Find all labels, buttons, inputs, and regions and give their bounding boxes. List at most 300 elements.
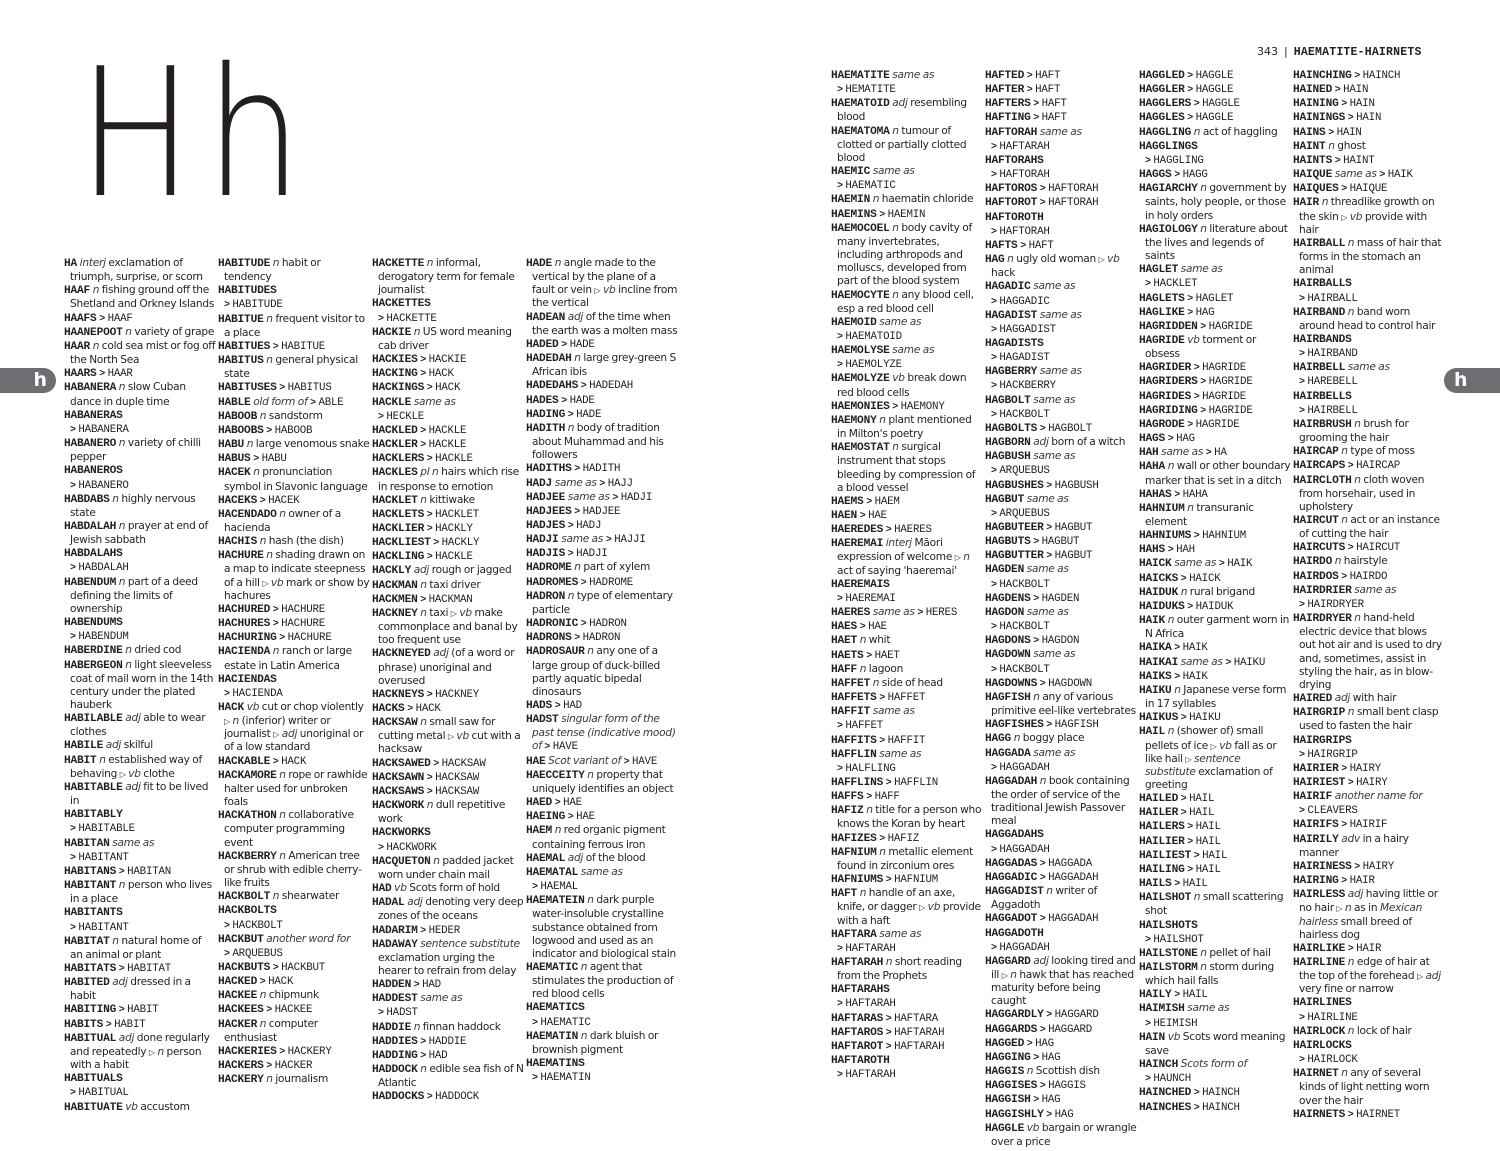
cross-reference-arrow-icon: > (885, 1013, 892, 1025)
headword: HAGGADA (985, 747, 1031, 760)
dictionary-entry (985, 97, 1137, 111)
dictionary-entry (1293, 818, 1445, 832)
headword: HACKETTES (372, 298, 431, 311)
dictionary-entry (218, 603, 370, 617)
dictionary-entry (1139, 586, 1291, 600)
dictionary-entry (372, 452, 524, 466)
part-of-speech-label: adj (1347, 888, 1364, 901)
headword: HAIRBELL (1293, 362, 1346, 375)
dictionary-entry (64, 976, 216, 1003)
headword: HACKLY (372, 565, 412, 578)
cross-reference: HACKWORK (386, 841, 437, 854)
dictionary-entry (372, 882, 524, 896)
headword: HACKBOLTS (218, 905, 277, 918)
headword: HABITS (64, 1018, 104, 1031)
triangle-arrow-icon: ▷ (919, 903, 926, 913)
headword: HABITUE (218, 313, 264, 326)
cross-reference: HACKEE (274, 1004, 313, 1017)
cross-reference: HAFT (1041, 112, 1067, 125)
part-of-speech-label: n (266, 354, 273, 367)
part-of-speech-label: n (420, 493, 427, 506)
cross-reference-arrow-icon: > (426, 454, 433, 466)
cross-reference-arrow-icon: > (1299, 749, 1305, 761)
headword: HAEMOLYSE (831, 345, 890, 358)
cross-reference-arrow-icon: > (1145, 934, 1151, 946)
headword: HAHA (1139, 461, 1166, 474)
headword: HABANERAS (64, 409, 123, 422)
headword: HACKS (372, 703, 405, 715)
headword: HAGGLED (1139, 70, 1185, 82)
dictionary-entry (64, 739, 216, 753)
headword: HAIRLESS (1293, 889, 1346, 902)
dictionary-entry (372, 536, 524, 550)
dictionary-entry (985, 912, 1137, 926)
cross-reference-arrow-icon: > (580, 577, 587, 589)
definition-text: (shower of) small pellets of ice (1145, 725, 1264, 752)
cross-reference: HACKNEY (435, 688, 480, 701)
headword: HAGRODE (1139, 418, 1185, 431)
cross-reference-arrow-icon: > (378, 1008, 384, 1020)
cross-reference-arrow-icon: > (1193, 1088, 1200, 1100)
headword: HAIL (1139, 726, 1166, 739)
headword: HAEREMAIS (831, 578, 890, 591)
cross-reference-arrow-icon: > (567, 520, 574, 532)
dictionary-entry (1293, 237, 1445, 277)
definition-text: hash (the dish) (266, 535, 344, 548)
cross-reference: HAIK (1182, 670, 1208, 683)
headword: HACKETTE (372, 258, 425, 270)
cross-reference-arrow-icon: > (1180, 808, 1187, 820)
dictionary-entry (831, 578, 983, 606)
cross-reference-arrow-icon: > (1180, 794, 1187, 806)
headword: HAGRIDER (1139, 362, 1192, 375)
headword: HAGFISHES (985, 719, 1044, 732)
dictionary-entry (1139, 460, 1291, 487)
dictionary-entry (64, 616, 216, 644)
part-of-speech-label: n (259, 989, 267, 1002)
cross-reference: HABITUE (281, 340, 326, 353)
cross-reference-arrow-icon: > (599, 478, 606, 490)
dictionary-entry (1293, 776, 1445, 790)
dictionary-entry (985, 69, 1137, 83)
headword: HAGRIDERS (1139, 376, 1198, 389)
dictionary-entry (985, 154, 1137, 182)
cross-reference: HADE (576, 408, 602, 421)
definition-text: hairstyle (1341, 555, 1388, 568)
headword: HADING (526, 408, 566, 421)
headword: HABITAT (64, 935, 110, 948)
cross-reference-arrow-icon: > (837, 85, 843, 97)
dictionary-entry (372, 938, 524, 978)
dictionary-entry (372, 494, 524, 508)
headword: HAEN (831, 510, 858, 522)
dictionary-entry (1139, 361, 1291, 375)
part-of-speech-label: vb (1026, 1121, 1040, 1134)
headword: HACKLES (372, 467, 418, 480)
cross-reference-arrow-icon: > (991, 622, 997, 634)
headword: HABITUSES (218, 382, 277, 395)
headword: HACHURING (218, 632, 277, 645)
part-of-speech-label: n (1167, 460, 1175, 473)
cross-reference-arrow-icon: > (1033, 113, 1039, 125)
cross-reference: HAFT (1035, 70, 1061, 82)
dictionary-entry (1139, 446, 1291, 460)
dictionary-entry (64, 1003, 216, 1017)
cross-reference-arrow-icon: > (866, 496, 872, 508)
dictionary-entry (985, 732, 1137, 746)
part-of-speech-label: adj (1033, 436, 1049, 449)
headword: HABOOB (218, 410, 258, 423)
part-of-speech-label: n (266, 312, 273, 325)
cross-reference-arrow-icon: > (70, 563, 76, 575)
part-of-speech-label: n (279, 809, 286, 822)
cross-reference-arrow-icon: > (1341, 571, 1347, 583)
cross-reference-arrow-icon: > (266, 1005, 272, 1017)
headword: HACKATHON (218, 810, 277, 823)
definition-text: exclamation of triumph, surprise, or scorn (70, 257, 203, 284)
cross-reference: HACKBOLT (999, 663, 1050, 676)
dictionary-entry (1139, 418, 1291, 432)
cross-reference-arrow-icon: > (420, 594, 426, 606)
dictionary-entry (64, 257, 216, 284)
part-of-speech-label: adj (1033, 954, 1049, 967)
headword: HADDEN (372, 979, 412, 992)
headword: HABUS (218, 453, 251, 466)
part-of-speech-label: n (1167, 614, 1175, 627)
part-of-speech-label: adj (1425, 970, 1441, 983)
headword: HAGDENS (985, 592, 1031, 605)
dictionary-entry (372, 508, 524, 522)
dictionary-entry (1293, 126, 1445, 140)
dictionary-entry (985, 450, 1137, 478)
headword: HAGGING (985, 1051, 1031, 1064)
dictionary-entry (1293, 140, 1445, 154)
part-of-speech-label: n (420, 1063, 427, 1076)
dictionary-entry (985, 83, 1137, 97)
part-of-speech-label: same as (554, 476, 597, 489)
definition-text: any blood cell, esp a red blood cell (837, 288, 974, 315)
cross-reference-arrow-icon: > (991, 409, 997, 421)
cross-reference-arrow-icon: > (1193, 531, 1200, 543)
cross-reference: HAIRCUT (1356, 542, 1401, 555)
cross-reference: HAGGLE (1195, 112, 1234, 125)
cross-reference: HAGFISH (1054, 719, 1099, 732)
part-of-speech-label: n (1347, 236, 1355, 249)
cross-reference-arrow-icon: > (1039, 423, 1046, 435)
definition-text: lagoon (866, 662, 904, 675)
cross-reference-arrow-icon: > (561, 395, 567, 407)
cross-reference-arrow-icon: > (1033, 1052, 1039, 1064)
definition-text: large venomous snake (253, 438, 370, 451)
cross-reference: HAEREMAI (845, 592, 896, 605)
dictionary-entry (218, 890, 370, 904)
part-of-speech-label: n (272, 257, 280, 269)
dictionary-entry (64, 644, 216, 658)
dictionary-entry (1293, 996, 1445, 1024)
headword: HACKBUT (218, 933, 264, 946)
headword: HAIRGRIP (1293, 707, 1346, 720)
dictionary-entry (526, 462, 678, 476)
definition-text: small saw for cutting metal (378, 716, 496, 743)
headword: HACHIS (218, 536, 258, 549)
cross-reference-arrow-icon: > (991, 762, 997, 774)
headword: HAGDON (985, 606, 1025, 619)
dictionary-entry (985, 521, 1137, 535)
headword: HAEMOID (831, 316, 877, 329)
headword: HAILSHOTS (1139, 919, 1198, 932)
part-of-speech-label: n (1347, 956, 1355, 968)
dictionary-entry (831, 804, 983, 831)
headword: HAIQUE (1293, 169, 1333, 182)
cross-reference: HACKLY (435, 522, 473, 535)
part-of-speech-label: n (112, 934, 119, 947)
part-of-speech-label: n (866, 804, 873, 817)
headword: HAIRDRIER (1293, 584, 1352, 597)
cross-reference: HAE (563, 797, 582, 810)
dictionary-entry (218, 617, 370, 631)
definition-text: shading drawn on a map to indicate steepness of a hill (224, 549, 366, 589)
part-of-speech-label: adj (125, 712, 141, 725)
headword: HADAL (372, 897, 405, 910)
part-of-speech-label: same as (1180, 655, 1223, 668)
dictionary-entry (985, 309, 1137, 337)
dictionary-entry (218, 257, 370, 284)
part-of-speech-label: vb (125, 1100, 138, 1113)
definition-text: mass of hair that forms in the stomach an animal (1299, 236, 1442, 277)
headword: HAFIZES (831, 832, 877, 845)
cross-reference-arrow-icon: > (118, 1005, 125, 1017)
dictionary-entry (985, 592, 1137, 606)
dictionary-entry (526, 561, 678, 575)
headword: HAILSTORM (1139, 962, 1198, 974)
cross-reference: HAILSHOT (1153, 933, 1204, 946)
cross-reference-arrow-icon: > (1341, 99, 1347, 111)
cross-reference-arrow-icon: > (1200, 321, 1207, 333)
cross-reference-arrow-icon: > (1167, 434, 1174, 446)
part-of-speech-label: n (259, 409, 267, 422)
cross-reference: HAG (1195, 306, 1215, 319)
cross-reference-arrow-icon: > (1167, 545, 1174, 557)
dictionary-entry (526, 477, 678, 491)
headword: HAININGS (1293, 112, 1346, 125)
headword: HAGADISTS (985, 337, 1044, 350)
part-of-speech-label: n (1354, 417, 1361, 430)
headword: HAILSHOT (1139, 892, 1192, 905)
part-of-speech-label: n (1321, 196, 1329, 209)
part-of-speech-label: n (420, 578, 427, 591)
headword: HAINCHED (1139, 1087, 1192, 1100)
headword: HAE (526, 755, 546, 768)
definition-text: rough or jagged (429, 564, 512, 577)
headword: HADJEES (526, 505, 572, 518)
part-of-speech-label: same as (580, 865, 623, 878)
cross-reference: HABITUDE (232, 299, 283, 312)
dictionary-entry (526, 590, 678, 617)
dictionary-entry (985, 1037, 1137, 1051)
cross-reference: HAEMATOID (845, 330, 902, 343)
dictionary-entry (372, 771, 524, 785)
cross-reference: HAD (563, 700, 582, 712)
part-of-speech-label: n (859, 887, 867, 900)
cross-reference-arrow-icon: > (567, 549, 574, 561)
headword: HABANERA (64, 382, 117, 395)
part-of-speech-label: n (118, 575, 126, 588)
headword: HACKBOLT (218, 891, 271, 904)
cross-reference: HACKSAW (435, 771, 480, 784)
cross-reference: HAINCH (1362, 70, 1401, 82)
headword: HAGGADOT (985, 913, 1038, 926)
part-of-speech-label: Scots form of (1180, 1058, 1248, 1071)
dictionary-entry (1139, 641, 1291, 655)
cross-reference-arrow-icon: > (1187, 836, 1193, 848)
dictionary-column (218, 257, 370, 1087)
headword: HAFTER (985, 84, 1025, 97)
cross-reference: HAEMONY (900, 400, 945, 413)
headword: HAFTARAH (831, 957, 884, 969)
cross-reference-arrow-icon: > (426, 1092, 433, 1104)
cross-reference-arrow-icon: > (574, 464, 580, 476)
headword: HAGBORN (985, 437, 1031, 450)
definition-text: outer garment worn in N Africa (1145, 614, 1290, 641)
cross-reference-arrow-icon: > (885, 1027, 892, 1039)
part-of-speech-label: same as (1033, 648, 1076, 661)
dictionary-entry (1293, 69, 1445, 83)
part-of-speech-label: n (426, 257, 434, 269)
cross-reference-arrow-icon: > (1187, 601, 1193, 613)
cross-reference: HAGGADAH (999, 843, 1050, 856)
cross-reference-arrow-icon: > (1145, 1074, 1151, 1086)
cross-reference-arrow-icon: > (837, 360, 843, 372)
part-of-speech-label: n (279, 768, 286, 781)
headword: HAHS (1139, 544, 1166, 557)
definition-text: habit or tendency (224, 257, 321, 284)
definition-text: slow Cuban dance in duple time (70, 381, 186, 408)
part-of-speech-label: n (1010, 969, 1017, 981)
cross-reference: HAINCH (1202, 1101, 1240, 1114)
headword: HAILSTONE (1139, 947, 1198, 960)
headword: HAICK (1139, 558, 1172, 571)
part-of-speech-label: adv (1341, 832, 1360, 845)
dictionary-entry (831, 1012, 983, 1026)
dictionary-entry (372, 438, 524, 452)
headword: HACKLE (372, 396, 412, 409)
cross-reference-arrow-icon: > (1174, 879, 1180, 891)
dictionary-entry (218, 452, 370, 466)
cross-reference-arrow-icon: > (1225, 657, 1232, 669)
part-of-speech-label: n (272, 890, 280, 903)
headword: HABERDINE (64, 645, 123, 658)
dictionary-entry (526, 1030, 678, 1057)
part-of-speech-label: n (892, 124, 899, 137)
cross-reference-arrow-icon: > (837, 999, 843, 1011)
part-of-speech-label: n (413, 1020, 421, 1033)
cross-reference: HAEMOLYZE (845, 359, 902, 372)
part-of-speech-label: n (1347, 706, 1355, 719)
part-of-speech-label: n (1046, 885, 1053, 898)
cross-reference: HAIKU (1233, 656, 1266, 669)
dictionary-entry (526, 645, 678, 699)
headword: HAFTOROT (985, 197, 1038, 210)
cross-reference: HAIN (1336, 126, 1362, 139)
headword: HAGBERRY (985, 366, 1038, 379)
cross-reference: HAFNIUM (894, 874, 939, 887)
part-of-speech-label: vb (927, 901, 941, 914)
cross-reference-arrow-icon: > (1193, 99, 1200, 111)
section-letter-heading: Hh (78, 30, 315, 237)
headword: HADDIE (372, 1021, 412, 1034)
part-of-speech-label: n (859, 634, 867, 647)
dictionary-entry (1139, 557, 1291, 571)
part-of-speech-label: same as (1174, 557, 1217, 570)
cross-reference: HAFTARA (894, 1012, 939, 1025)
definition-text: sandstorm (266, 409, 323, 422)
dictionary-entry (831, 832, 983, 846)
headword: HAEMOCOEL (831, 222, 890, 235)
part-of-speech-label: vb (456, 730, 469, 743)
dictionary-entry (1139, 334, 1291, 361)
dictionary-entry (1293, 555, 1445, 569)
cross-reference-arrow-icon: > (1187, 113, 1193, 125)
triangle-arrow-icon: ▷ (1336, 904, 1343, 914)
dictionary-entry (831, 523, 983, 537)
cross-reference-arrow-icon: > (991, 844, 997, 856)
dictionary-entry (1139, 404, 1291, 418)
dictionary-entry (1293, 1108, 1445, 1122)
cross-reference: HAGLET (1195, 292, 1234, 305)
dictionary-entry (1293, 459, 1445, 473)
dictionary-entry (1139, 792, 1291, 806)
headword: HAIK (1139, 615, 1166, 628)
definition-text: body cavity of many invertebrates, including arthropods and molluscs, developed from part of the blood system (837, 221, 972, 288)
cross-reference-arrow-icon: > (1187, 307, 1193, 319)
dictionary-entry (1139, 572, 1291, 586)
cross-reference-arrow-icon: > (1145, 1018, 1151, 1030)
headword: HACKINGS (372, 382, 425, 395)
cross-reference-arrow-icon: > (1020, 240, 1026, 252)
headword: HAIRED (1293, 693, 1333, 706)
part-of-speech-label: n (574, 352, 581, 365)
dictionary-entry (218, 645, 370, 672)
headword: HACKNEYS (372, 688, 425, 701)
cross-reference: HAFFLIN (894, 776, 939, 789)
dictionary-entry (64, 1101, 216, 1115)
cross-reference: HAIL (1195, 821, 1221, 834)
dictionary-entry (1293, 390, 1445, 418)
headword: HAGBUT (985, 493, 1025, 506)
dictionary-entry (372, 1063, 524, 1090)
headword: HAEMOLYZE (831, 373, 890, 386)
cross-reference: HABITAN (127, 865, 172, 878)
headword: HACENDADO (218, 508, 277, 521)
dictionary-entry (526, 394, 678, 408)
definition-text: computer enthusiast (224, 1017, 318, 1044)
dictionary-entry (1139, 140, 1291, 168)
cross-reference: HACKLE (435, 551, 473, 564)
triangle-arrow-icon: ▷ (447, 732, 454, 742)
headword: HADS (526, 700, 553, 712)
cross-reference: HAINCH (1202, 1087, 1240, 1100)
dictionary-entry (526, 961, 678, 1001)
dictionary-entry (1139, 306, 1291, 320)
headword: HABITANTS (64, 907, 123, 920)
headword: HAGGADAHS (985, 829, 1044, 842)
cross-reference: HA (1214, 447, 1227, 460)
headword: HAGRIDE (1139, 334, 1185, 347)
dictionary-column (985, 69, 1137, 1149)
headword: HABIT (64, 754, 97, 767)
dictionary-entry (526, 491, 678, 505)
part-of-speech-label: same as (872, 165, 915, 178)
